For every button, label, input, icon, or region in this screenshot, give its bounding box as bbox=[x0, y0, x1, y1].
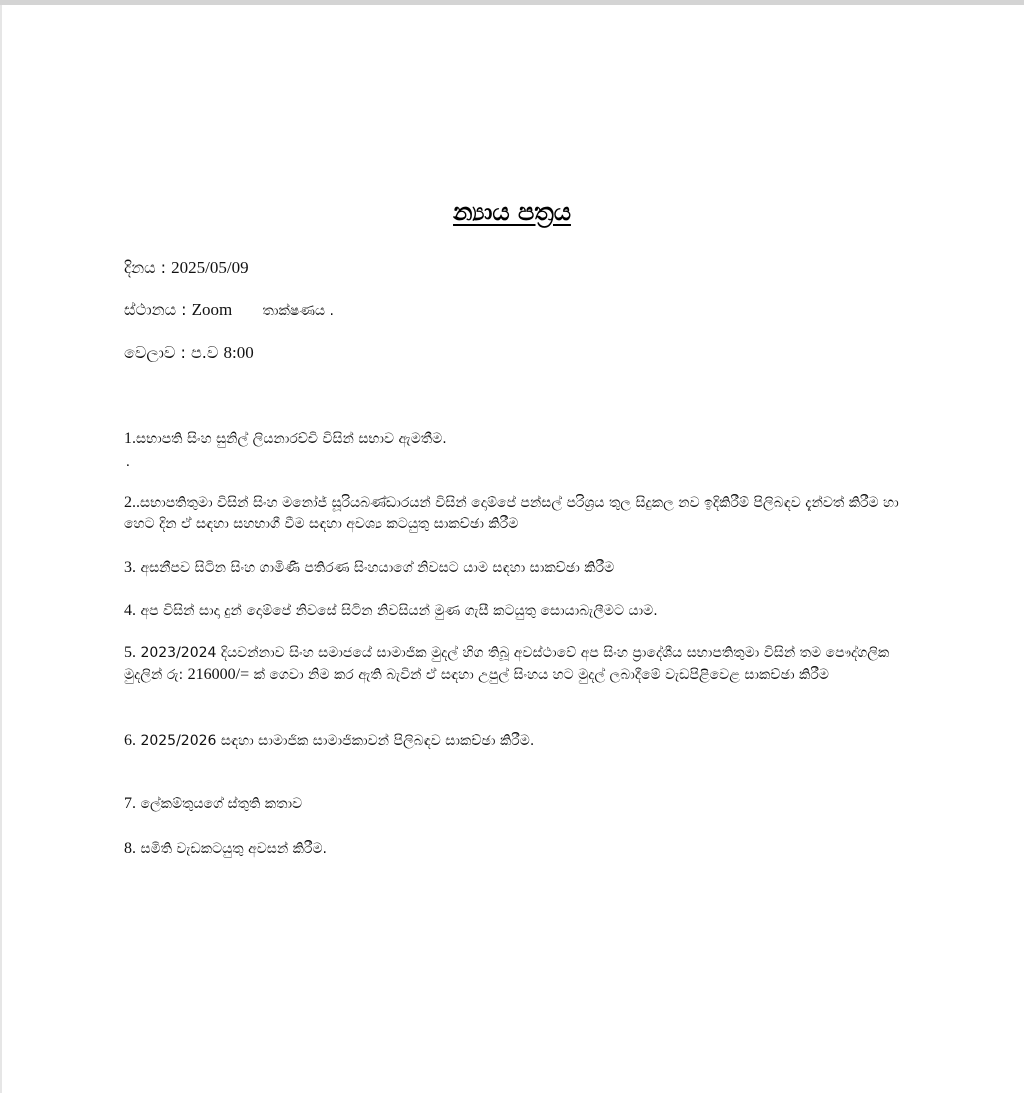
agenda-item-7 bbox=[124, 793, 914, 815]
date-line bbox=[124, 258, 249, 278]
time-label: වෙලාව : bbox=[124, 343, 186, 362]
item-text: ලේකම්තුයගේ ස්තුති කතාව bbox=[140, 796, 303, 812]
item-text: සමිති වැඩකටයුතු අවසන් කිරීම. bbox=[140, 841, 327, 857]
item-text: සභාපති සිංහ සුනිල් ලියනාරච්චි විසින් සභාව ඇමතීම. bbox=[136, 431, 447, 447]
stray-mark: . bbox=[126, 454, 130, 470]
top-border bbox=[0, 0, 1024, 5]
item-text-after: ක් ගෙවා නිම කර ඇති බැවින් ඒ සඳහා උපුල් සිංහය හට මුදල් ලබාදීමේ වැඩපිළිවෙළ සාකච්ඡා කිරීම bbox=[249, 667, 829, 683]
venue-label: ස්ථානය : bbox=[124, 300, 187, 319]
item-number: 2.. bbox=[124, 494, 140, 511]
agenda-item-6 bbox=[124, 730, 914, 752]
time-line bbox=[124, 343, 254, 363]
item-number: 1. bbox=[124, 430, 136, 447]
item-text: අසනීපව සිටින සිංහ ගාමිණී පතිරණ සිංහයාගේ නිවසට යාම සඳහා සාකච්ඡා කිරීම bbox=[140, 560, 615, 576]
agenda-item-1 bbox=[124, 428, 914, 450]
agenda-item-2 bbox=[124, 492, 914, 535]
venue-line bbox=[124, 300, 334, 320]
agenda-item-5 bbox=[124, 642, 914, 686]
item-number: 4. bbox=[124, 602, 136, 619]
item-text: 2025/2026 සඳහා සාමාජික සාමාජිකාවන් පිලිබඳව සාකච්ඡා කිරීම. bbox=[140, 733, 535, 749]
item-text-before: 2023/2024 දියවන්නාව සිංහ සමාජයේ සාමාජික මුදල් හිග තිබූ අවස්ථාවේ අප සිංහ ප්‍රාදේශීය සභාපතිතුමා විසින් තම පෞද්ගලික මුදලින් රු: bbox=[124, 645, 890, 683]
item-number: 5. bbox=[124, 644, 136, 661]
item-number: 8. bbox=[124, 840, 136, 857]
item-number: 7. bbox=[124, 795, 136, 812]
item-text: සභාපතිතුමා විසින් සිංහ මනෝජ් සූරියබණ්ඩාරයන් විසින් දොම්පේ පන්සල් පරිශ්‍රය තුල සිදුකල නව ඉදිකිරීම් පිලිබඳව දැන්වත් කිරීම හා හෙට දින ඒ සඳහා සහභාගී වීම සඳහා අවශ්‍ය කටයුතු සාකච්ඡා කිරීම bbox=[124, 495, 899, 532]
date-value: 2025/05/09 bbox=[171, 258, 249, 277]
agenda-item-8 bbox=[124, 838, 914, 860]
item-amount: 216000/= bbox=[187, 666, 250, 683]
item-number: 3. bbox=[124, 559, 136, 576]
item-number: 6. bbox=[124, 732, 136, 749]
time-value: 8:00 bbox=[223, 343, 254, 362]
agenda-item-3 bbox=[124, 557, 914, 579]
venue-suffix: තාක්ෂණය . bbox=[262, 303, 334, 319]
date-label: දිනය : bbox=[124, 258, 167, 277]
page-left-edge bbox=[0, 5, 2, 1093]
agenda-item-4 bbox=[124, 600, 914, 622]
document-title: න්‍යාය පත්‍රය bbox=[453, 198, 571, 226]
venue-value: Zoom bbox=[191, 300, 233, 319]
time-prefix: ප.ව bbox=[190, 343, 219, 362]
item-text: අප විසින් සාදා දුන් දොම්පේ නිවසේ සිටින නිවසියන් මුණ ගැසී කටයුතු සොයාබැලීමට යාම. bbox=[140, 603, 658, 619]
